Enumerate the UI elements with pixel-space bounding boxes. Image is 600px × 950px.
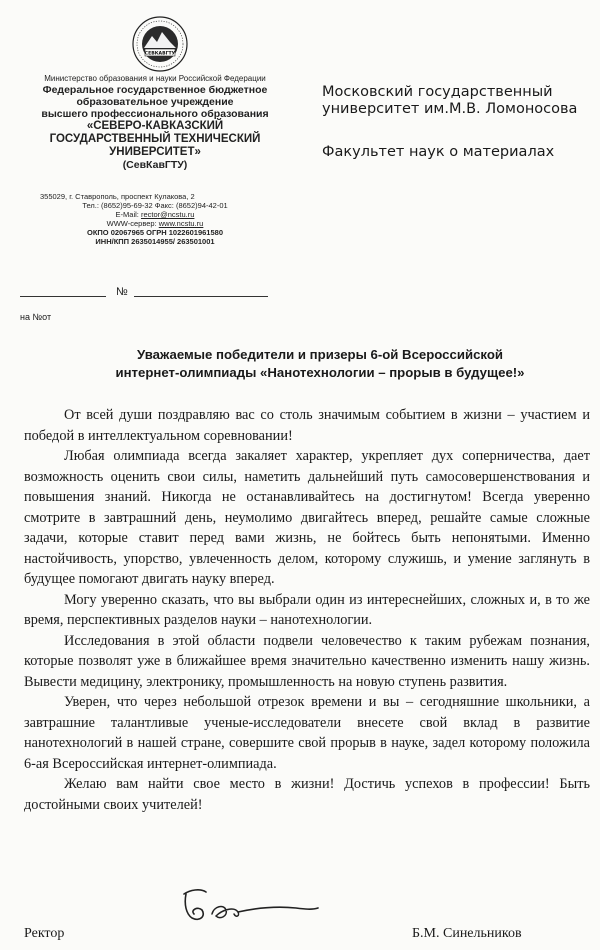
- heading-line-2: интернет-олимпиады «Нанотехнологии – прорыв в будущее!»: [115, 365, 525, 380]
- signatory-position: Ректор: [24, 926, 65, 941]
- www-line: [20, 219, 290, 228]
- university-name-1: «СЕВЕРО-КАВКАЗСКИЙ: [86, 120, 224, 132]
- phone-fax: Тел.: (8652)95-69-32 Факс: (8652)94-42-01: [82, 201, 228, 210]
- university-name-2: ГОСУДАРСТВЕННЫЙ ТЕХНИЧЕСКИЙ: [49, 133, 261, 145]
- reference-line: на №от: [20, 312, 52, 322]
- email-label: E-Mail:: [115, 210, 141, 219]
- letterhead-contacts: [20, 192, 290, 246]
- signatory-name: Б.М. Синельников: [412, 926, 522, 941]
- org-line-3: высшего профессионального образования: [41, 108, 269, 120]
- inn-kpp: ИНН/КПП 2635014955/ 263501001: [95, 237, 215, 246]
- number-blank: [134, 296, 268, 297]
- recipient-line-2: университет им.М.В. Ломоносова: [322, 101, 578, 117]
- org-line-2: образовательное учреждение: [76, 96, 234, 108]
- letter-body: [24, 405, 590, 815]
- email-link[interactable]: rector@ncstu.ru: [140, 210, 195, 219]
- outgoing-number-line: [20, 286, 270, 300]
- body-paragraph: Исследования в этой области подвели человечество к таким рубежам познания, которые позволят уже в ближайшее время значительно качественно изменить нашу жизнь. Вывести медицину, электронику, промышленность на новую ступень развития.: [24, 632, 590, 690]
- heading-line-1: Уважаемые победители и призеры 6-ой Всероссийской: [137, 347, 503, 362]
- okpo-ogrn: ОКПО 02067965 ОГРН 1022601961580: [87, 228, 223, 237]
- email-line: [20, 210, 290, 219]
- university-abbr: (СевКавГТУ): [122, 159, 188, 171]
- org-line-1: Федеральное государственное бюджетное: [42, 84, 268, 96]
- recipient-block: [322, 84, 592, 118]
- letterhead: [20, 74, 290, 171]
- date-blank: [20, 296, 106, 297]
- university-name-3: УНИВЕРСИТЕТ»: [109, 146, 201, 158]
- body-paragraph: Желаю вам найти свое место в жизни! Достичь успехов в профессии! Быть достойными своих учителей!: [24, 776, 590, 813]
- www-label: WWW-сервер:: [106, 219, 159, 228]
- www-link[interactable]: www.ncstu.ru: [158, 219, 204, 228]
- body-paragraph: Могу уверенно сказать, что вы выбрали один из интереснейших, сложных и, в то же время, перспективных разделов науки – нанотехнологии.: [24, 591, 590, 628]
- body-paragraph: Любая олимпиада всегда закаляет характер, укрепляет дух соперничества, дает возможность оценить свои силы, наметить дальнейший путь самосовершенствования и повышения знаний. Никогда не останавливайтесь на достигнутом! Всегда уверенно смотрите в завтрашний день, неумолимо двигайтесь вперед, решайте самые сложные задачи, которые ставит перед вами жизнь, не бойтесь быть непонятыми. Именно настойчивость, упорство, увлеченность делом, которому служишь, и умение заглянуть в будущее помогают двигать науку вперед.: [24, 448, 590, 587]
- body-paragraph: От всей души поздравляю вас со столь значимым событием в жизни – участием и победой в интеллектуальном соревновании!: [24, 407, 590, 444]
- logo-text: СЕВКАВГТУ: [144, 51, 176, 57]
- address: 355029, г. Ставрополь, проспект Кулакова, 2: [40, 192, 195, 201]
- ministry-line: Министерство образования и науки Российской Федерации: [44, 74, 266, 83]
- number-sign: №: [116, 286, 128, 298]
- recipient-line-1: Московский государственный: [322, 84, 553, 100]
- handwritten-signature: [176, 880, 326, 930]
- university-logo: [130, 14, 190, 74]
- letter-heading: [60, 346, 580, 382]
- recipient-faculty: Факультет наук о материалах: [322, 144, 555, 160]
- body-paragraph: Уверен, что через небольшой отрезок времени и вы – сегодняшние школьники, а завтрашние талантливые ученые-исследователи внесете свой вклад в развитие нанотехнологий в нашей стране, совершите свой прорыв в науке, задел которому положила 6-ая Всероссийская интернет-олимпиада.: [24, 694, 590, 772]
